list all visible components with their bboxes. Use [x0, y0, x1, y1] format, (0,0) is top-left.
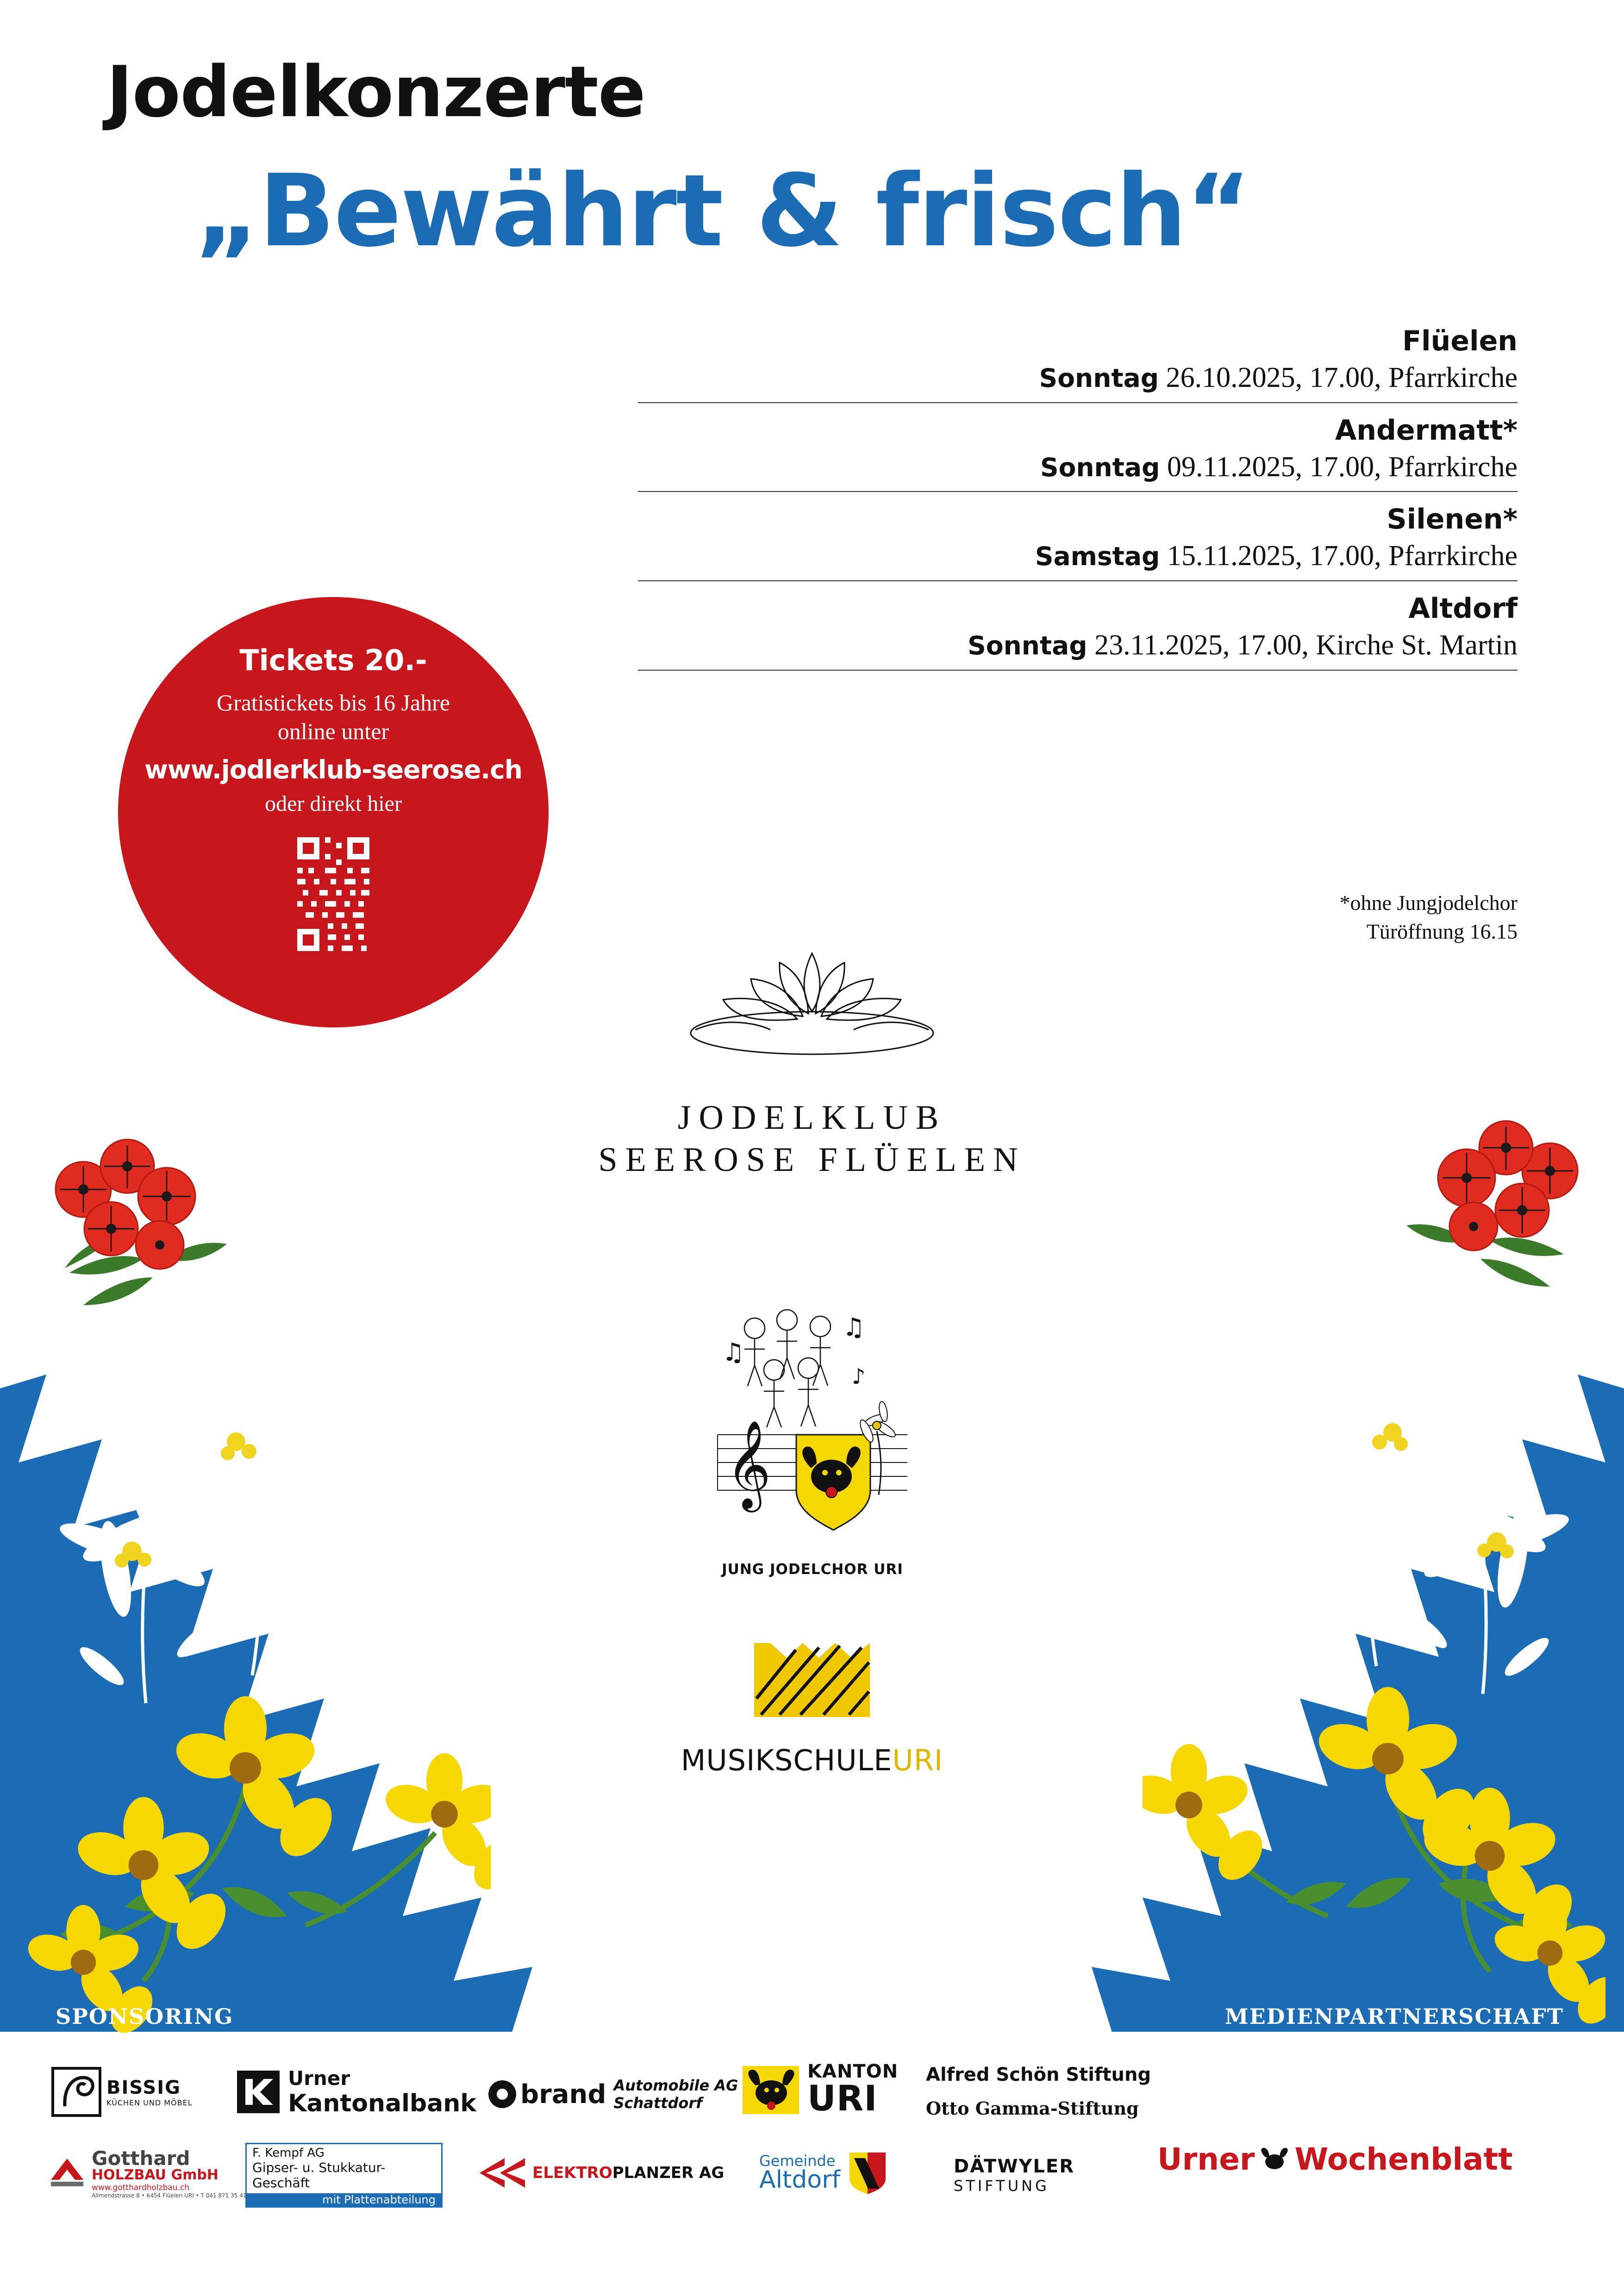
concert-date: 26.10.2025: [1166, 362, 1295, 393]
alfred-schoen-name: Alfred Schön Stiftung: [926, 2064, 1151, 2085]
club-name-line2: SEEROSE FLÜELEN: [598, 1141, 1026, 1179]
concert-row: [638, 502, 1518, 591]
otto-gamma-name: Otto Gamma-Stiftung: [926, 2097, 1139, 2119]
uw-name-line1: Urner: [1157, 2141, 1255, 2177]
musikschule-mark-icon: [736, 1629, 888, 1736]
note-no-youth-choir: *ohne Jungjodelchor: [1339, 891, 1518, 915]
gotthard-address: Allmendstrasse 8 • 6454 Flüelen URI • T 041 871 35 41: [92, 2192, 247, 2199]
concert-city: Flüelen: [1402, 325, 1518, 357]
sponsor-elektro-planzer: [477, 2150, 736, 2196]
concert-details: Samstag 15.11.2025, 17.00, Pfarrkirche: [1035, 540, 1518, 572]
ticket-here-note: oder direkt hier: [265, 791, 402, 816]
sponsor-gemeinde-altdorf: [759, 2143, 977, 2203]
ukb-mark-icon: [236, 2070, 281, 2114]
planzer-name-rest: PLANZER AG: [612, 2164, 725, 2182]
sponsor-kanton-uri: [741, 2053, 944, 2127]
gotthard-url[interactable]: www.gotthardholzbau.ch: [92, 2183, 190, 2192]
brand-mark-icon: [486, 2078, 518, 2110]
gotthard-mark-icon: [46, 2152, 88, 2194]
divider: [638, 491, 1518, 492]
musikschule-name-main: MUSIKSCHULE: [681, 1743, 893, 1777]
qr-code-icon[interactable]: [241, 825, 426, 964]
sponsor-brand-automobile: [486, 2064, 745, 2124]
concert-venue: Pfarrkirche: [1388, 451, 1518, 483]
concert-date: 09.11.2025: [1167, 451, 1295, 483]
concert-time: 17.00: [1309, 540, 1374, 572]
concert-list: [638, 324, 1518, 681]
concert-weekday: Sonntag: [1040, 452, 1160, 482]
ukb-name-line1: Urner: [288, 2066, 350, 2090]
concert-time: 17.00: [1237, 629, 1302, 661]
concert-venue: Pfarrkirche: [1388, 540, 1518, 572]
concert-details: Sonntag 23.11.2025, 17.00, Kirche St. Martin: [968, 629, 1518, 661]
gotthard-name: Gotthard: [92, 2147, 190, 2170]
altdorf-line1: Gemeinde: [759, 2152, 836, 2170]
page-title: „Bewährt & frisch“: [194, 153, 1250, 269]
planzer-name-bold: ELEKTRO: [532, 2164, 612, 2182]
uw-name-line2: Wochenblatt: [1294, 2141, 1513, 2177]
kempf-line1: F. Kempf AG: [252, 2146, 325, 2160]
kempf-line3: mit Plattenabteilung: [247, 2193, 441, 2206]
sponsor-urner-kantonalbank: [236, 2060, 477, 2124]
jungjodelchor-label: JUNG JODELCHOR URI: [722, 1561, 903, 1578]
concert-weekday: Sonntag: [1039, 363, 1159, 393]
jungjodelchor-icon: [704, 1296, 921, 1555]
daetwyler-line1: DÄTWYLER: [954, 2156, 1075, 2177]
ticket-url[interactable]: www.jodlerklub-seerose.ch: [144, 755, 522, 784]
ticket-free-note: Gratistickets bis 16 Jahre: [216, 690, 450, 716]
musikschule-logo: [0, 1629, 1624, 1777]
brand-sub-line1: Automobile AG: [613, 2077, 738, 2094]
kanton-uri-bull-icon: [741, 2060, 801, 2120]
concert-weekday: Samstag: [1035, 541, 1160, 572]
sponsor-otto-gamma-stiftung: [926, 2094, 1185, 2122]
uw-bull-icon: [1258, 2145, 1291, 2173]
concert-date: 15.11.2025: [1167, 540, 1295, 572]
sponsor-strip: [0, 2043, 1624, 2296]
kanton-uri-line2: URI: [807, 2077, 878, 2119]
sponsor-alfred-schoen-stiftung: [926, 2061, 1185, 2089]
concert-city: Altdorf: [1408, 592, 1518, 625]
svg-text:♫: ♫: [722, 1338, 745, 1367]
sponsor-daetwyler-stiftung: [954, 2147, 1167, 2203]
concert-venue: Pfarrkirche: [1388, 362, 1518, 393]
waterlily-logo-icon: [604, 935, 1020, 1088]
concert-venue: Kirche St. Martin: [1316, 629, 1518, 661]
brand-sub-line2: Schattdorf: [613, 2094, 703, 2112]
concert-city: Andermatt*: [1335, 414, 1518, 447]
sponsor-bissig: [51, 2057, 218, 2127]
note-door-opening: Türöffnung 16.15: [1366, 920, 1518, 944]
ticket-price: Tickets 20.-: [239, 643, 427, 677]
daetwyler-line2: STIFTUNG: [954, 2177, 1049, 2195]
divider: [638, 670, 1518, 671]
ukb-name-line2: Kantonalbank: [288, 2089, 476, 2117]
concert-details: Sonntag 09.11.2025, 17.00, Pfarrkirche: [1040, 451, 1518, 483]
musikschule-name-suffix: URI: [892, 1743, 943, 1777]
club-name-line1: JODELKLUB: [677, 1099, 947, 1137]
svg-text:𝄞: 𝄞: [726, 1419, 771, 1508]
concert-row: [638, 324, 1518, 413]
sponsor-urner-wochenblatt: [1157, 2134, 1574, 2184]
concert-weekday: Sonntag: [968, 631, 1087, 661]
concert-city: Silenen*: [1387, 503, 1518, 536]
altdorf-coat-of-arms-icon: [847, 2150, 888, 2196]
kempf-line2: Gipser- u. Stukkatur-Geschäft: [252, 2160, 386, 2190]
concert-time: 17.00: [1309, 451, 1374, 483]
altdorf-line2: Altdorf: [759, 2166, 840, 2194]
ticket-online-note: online unter: [277, 718, 389, 744]
bissig-mark-icon: [51, 2066, 102, 2117]
kanton-uri-line1: KANTON: [807, 2060, 899, 2082]
svg-text:♫: ♫: [843, 1313, 865, 1342]
sponsoring-label: SPONSORING: [56, 2004, 234, 2029]
concert-date: 23.11.2025: [1094, 629, 1223, 661]
planzer-arrow-icon: [477, 2154, 528, 2191]
page-kicker: Jodelkonzerte: [106, 51, 645, 133]
concert-row: [638, 413, 1518, 503]
concert-details: Sonntag 26.10.2025, 17.00, Pfarrkirche: [1039, 362, 1518, 393]
divider: [638, 580, 1518, 581]
bissig-name: BISSIG: [106, 2077, 181, 2098]
ticket-badge[interactable]: [118, 597, 549, 1027]
sponsor-kempf-gipser: [245, 2143, 443, 2208]
brand-name: brand: [520, 2079, 606, 2109]
concert-row: [638, 591, 1518, 681]
bissig-sub: KÜCHEN UND MÖBEL: [106, 2098, 193, 2107]
concert-time: 17.00: [1309, 362, 1374, 393]
media-partner-label: MEDIENPARTNERSCHAFT: [1224, 2004, 1564, 2029]
sponsor-gotthard-holzbau: [46, 2140, 255, 2205]
gotthard-sub: HOLZBAU GmbH: [92, 2167, 219, 2183]
divider: [638, 402, 1518, 403]
musikschule-name: [0, 1743, 1624, 1777]
jungjodelchor-logo: [704, 1296, 921, 1583]
svg-text:♪: ♪: [852, 1364, 866, 1389]
